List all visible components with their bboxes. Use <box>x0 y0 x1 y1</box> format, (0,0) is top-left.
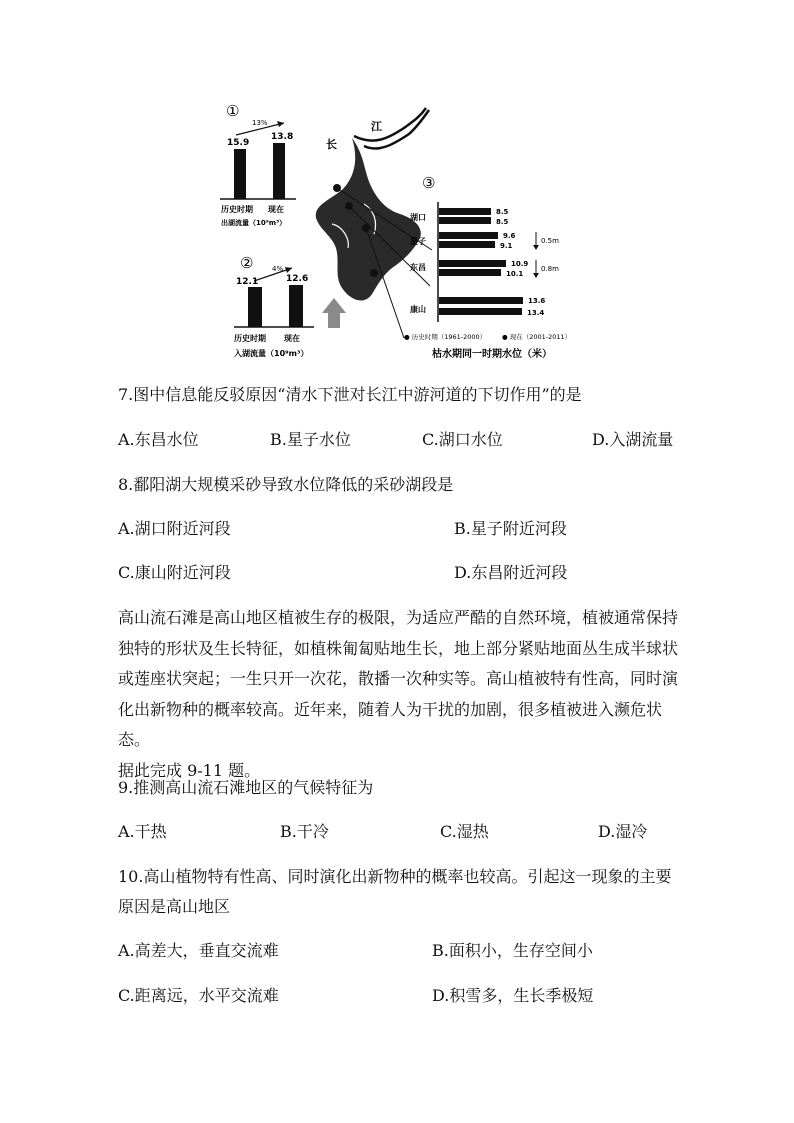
panel1-arrow-head <box>277 121 284 127</box>
drop-arrow-head-xingzi <box>533 245 539 250</box>
north-arrow-icon <box>322 298 346 328</box>
bar-kangshan-hist <box>439 297 523 304</box>
panel-outflow <box>220 102 296 227</box>
station-label-xingzi: 星子 <box>410 237 426 246</box>
q10-stem-line2: 原因是高山地区 <box>118 897 231 916</box>
bar-dongchang-now <box>439 269 501 276</box>
value-xingzi-hist: 9.6 <box>503 232 516 240</box>
panel-water-level <box>404 174 571 360</box>
bar-xingzi-hist <box>439 232 498 239</box>
q7-option-d: D.入湖流量 <box>592 430 674 449</box>
panel2-arrow-head <box>285 267 292 273</box>
q10-option-a: A.高差大，垂直交流难 <box>118 941 279 960</box>
panel1-value-hist: 15.9 <box>227 138 250 148</box>
drop-arrow-head-dongchang <box>533 273 539 278</box>
q10-option-b: B.面积小，生存空间小 <box>432 941 593 960</box>
q10-stem-line1: 10.高山植物特有性高、同时演化出新物种的概率也较高。引起这一现象的主要 <box>118 867 672 886</box>
poyang-lake <box>316 138 421 301</box>
q9-option-b: B.干冷 <box>280 822 329 841</box>
panel2-cat-now: 现在 <box>284 334 300 343</box>
river-label-jiang: 江 <box>371 120 382 133</box>
figure-svg <box>214 98 594 366</box>
bar-kangshan-now <box>439 308 522 315</box>
q8-option-b: B.星子附近河段 <box>454 519 567 538</box>
q7-option-b: B.星子水位 <box>270 430 351 449</box>
passage-line: 独特的形状及生长特征，如植株匍匐贴地生长，地上部分紧贴地面丛生成半球状 <box>118 638 679 658</box>
q10-option-d: D.积雪多，生长季极短 <box>432 986 594 1005</box>
q10-option-c: C.距离远，水平交流难 <box>118 986 279 1005</box>
panel1-caption: 出湖流量（10⁹m³） <box>221 219 287 227</box>
bar-hukou-hist <box>439 208 491 215</box>
legend-now: ● 现在（2001-2011） <box>502 333 572 341</box>
q7-option-c: C.湖口水位 <box>422 430 503 449</box>
panel2-value-hist: 12.1 <box>236 277 259 287</box>
q9-option-d: D.湿冷 <box>598 822 648 841</box>
panel1-bar-now <box>273 143 285 199</box>
panel1-cat-hist: 历史时期 <box>221 205 253 214</box>
value-hukou-now: 8.5 <box>496 218 509 226</box>
value-kangshan-hist: 13.6 <box>528 297 546 305</box>
passage-line: 或莲座状突起；一生只开一次花，散播一次种实等。高山植被特有性高，同时演 <box>118 669 679 688</box>
yangtze-river <box>354 108 429 148</box>
panel3-marker: ③ <box>422 174 436 192</box>
panel2-value-now: 12.6 <box>286 274 309 284</box>
q9-stem: 9.推测高山流石滩地区的气候特征为 <box>118 778 374 797</box>
value-dongchang-hist: 10.9 <box>511 260 529 268</box>
q8-option-d: D.东昌附近河段 <box>454 563 568 582</box>
panel2-cat-hist: 历史时期 <box>234 334 266 343</box>
diff-xingzi: 0.5m <box>541 237 559 245</box>
q8-option-c: C.康山附近河段 <box>118 563 231 582</box>
diff-dongchang: 0.8m <box>541 265 559 273</box>
panel1-marker: ① <box>226 102 240 120</box>
passage-line: 高山流石滩是高山地区植被生存的极限，为适应严酷的自然环境，植被通常保持 <box>118 608 679 627</box>
station-label-hukou: 湖口 <box>410 213 426 222</box>
panel-inflow <box>233 254 314 358</box>
panel2-change: 4% <box>272 265 284 273</box>
station-label-kangshan: 康山 <box>410 305 426 314</box>
q9-option-a: A.干热 <box>118 822 167 841</box>
bar-dongchang-hist <box>439 260 506 267</box>
station-kangshan-dot <box>370 269 378 277</box>
q8-stem: 8.鄱阳湖大规模采砂导致水位降低的采砂湖段是 <box>118 475 454 494</box>
q7-stem: 7.图中信息能反驳原因“清水下泄对长江中游河道的下切作用”的是 <box>118 385 582 404</box>
passage-line: 据此完成 9-11 题。 <box>118 760 261 780</box>
panel2-bar-now <box>289 285 303 327</box>
panel3-title: 枯水期同一时期水位（米） <box>432 349 552 360</box>
panel2-marker: ② <box>240 254 254 272</box>
panel1-bar-hist <box>234 149 246 199</box>
q9-option-c: C.湿热 <box>440 822 489 841</box>
panel1-cat-now: 现在 <box>268 205 284 214</box>
q7-option-a: A.东昌水位 <box>118 430 199 449</box>
value-kangshan-now: 13.4 <box>527 309 545 317</box>
value-xingzi-now: 9.1 <box>500 242 513 250</box>
panel2-bar-hist <box>248 287 262 327</box>
q8-option-a: A.湖口附近河段 <box>118 519 231 538</box>
value-dongchang-now: 10.1 <box>506 270 524 278</box>
station-label-dongchang: 东昌 <box>410 263 426 272</box>
panel1-change: 13% <box>252 119 268 127</box>
figure <box>214 98 594 366</box>
panel1-value-now: 13.8 <box>271 132 294 142</box>
panel2-caption: 入湖流量（10⁹m³） <box>234 349 309 358</box>
lake-map <box>316 108 432 338</box>
legend-hist: ● 历史时期（1961-2000） <box>404 333 487 341</box>
passage <box>118 603 678 786</box>
passage-line: 化出新物种的概率较高。近年来，随着人为干扰的加剧，很多植被进入濒危状态。 <box>118 699 663 749</box>
bar-xingzi-now <box>439 241 495 248</box>
river-label-chang: 长 <box>326 138 337 151</box>
bar-hukou-now <box>439 217 491 224</box>
value-hukou-hist: 8.5 <box>496 208 509 216</box>
